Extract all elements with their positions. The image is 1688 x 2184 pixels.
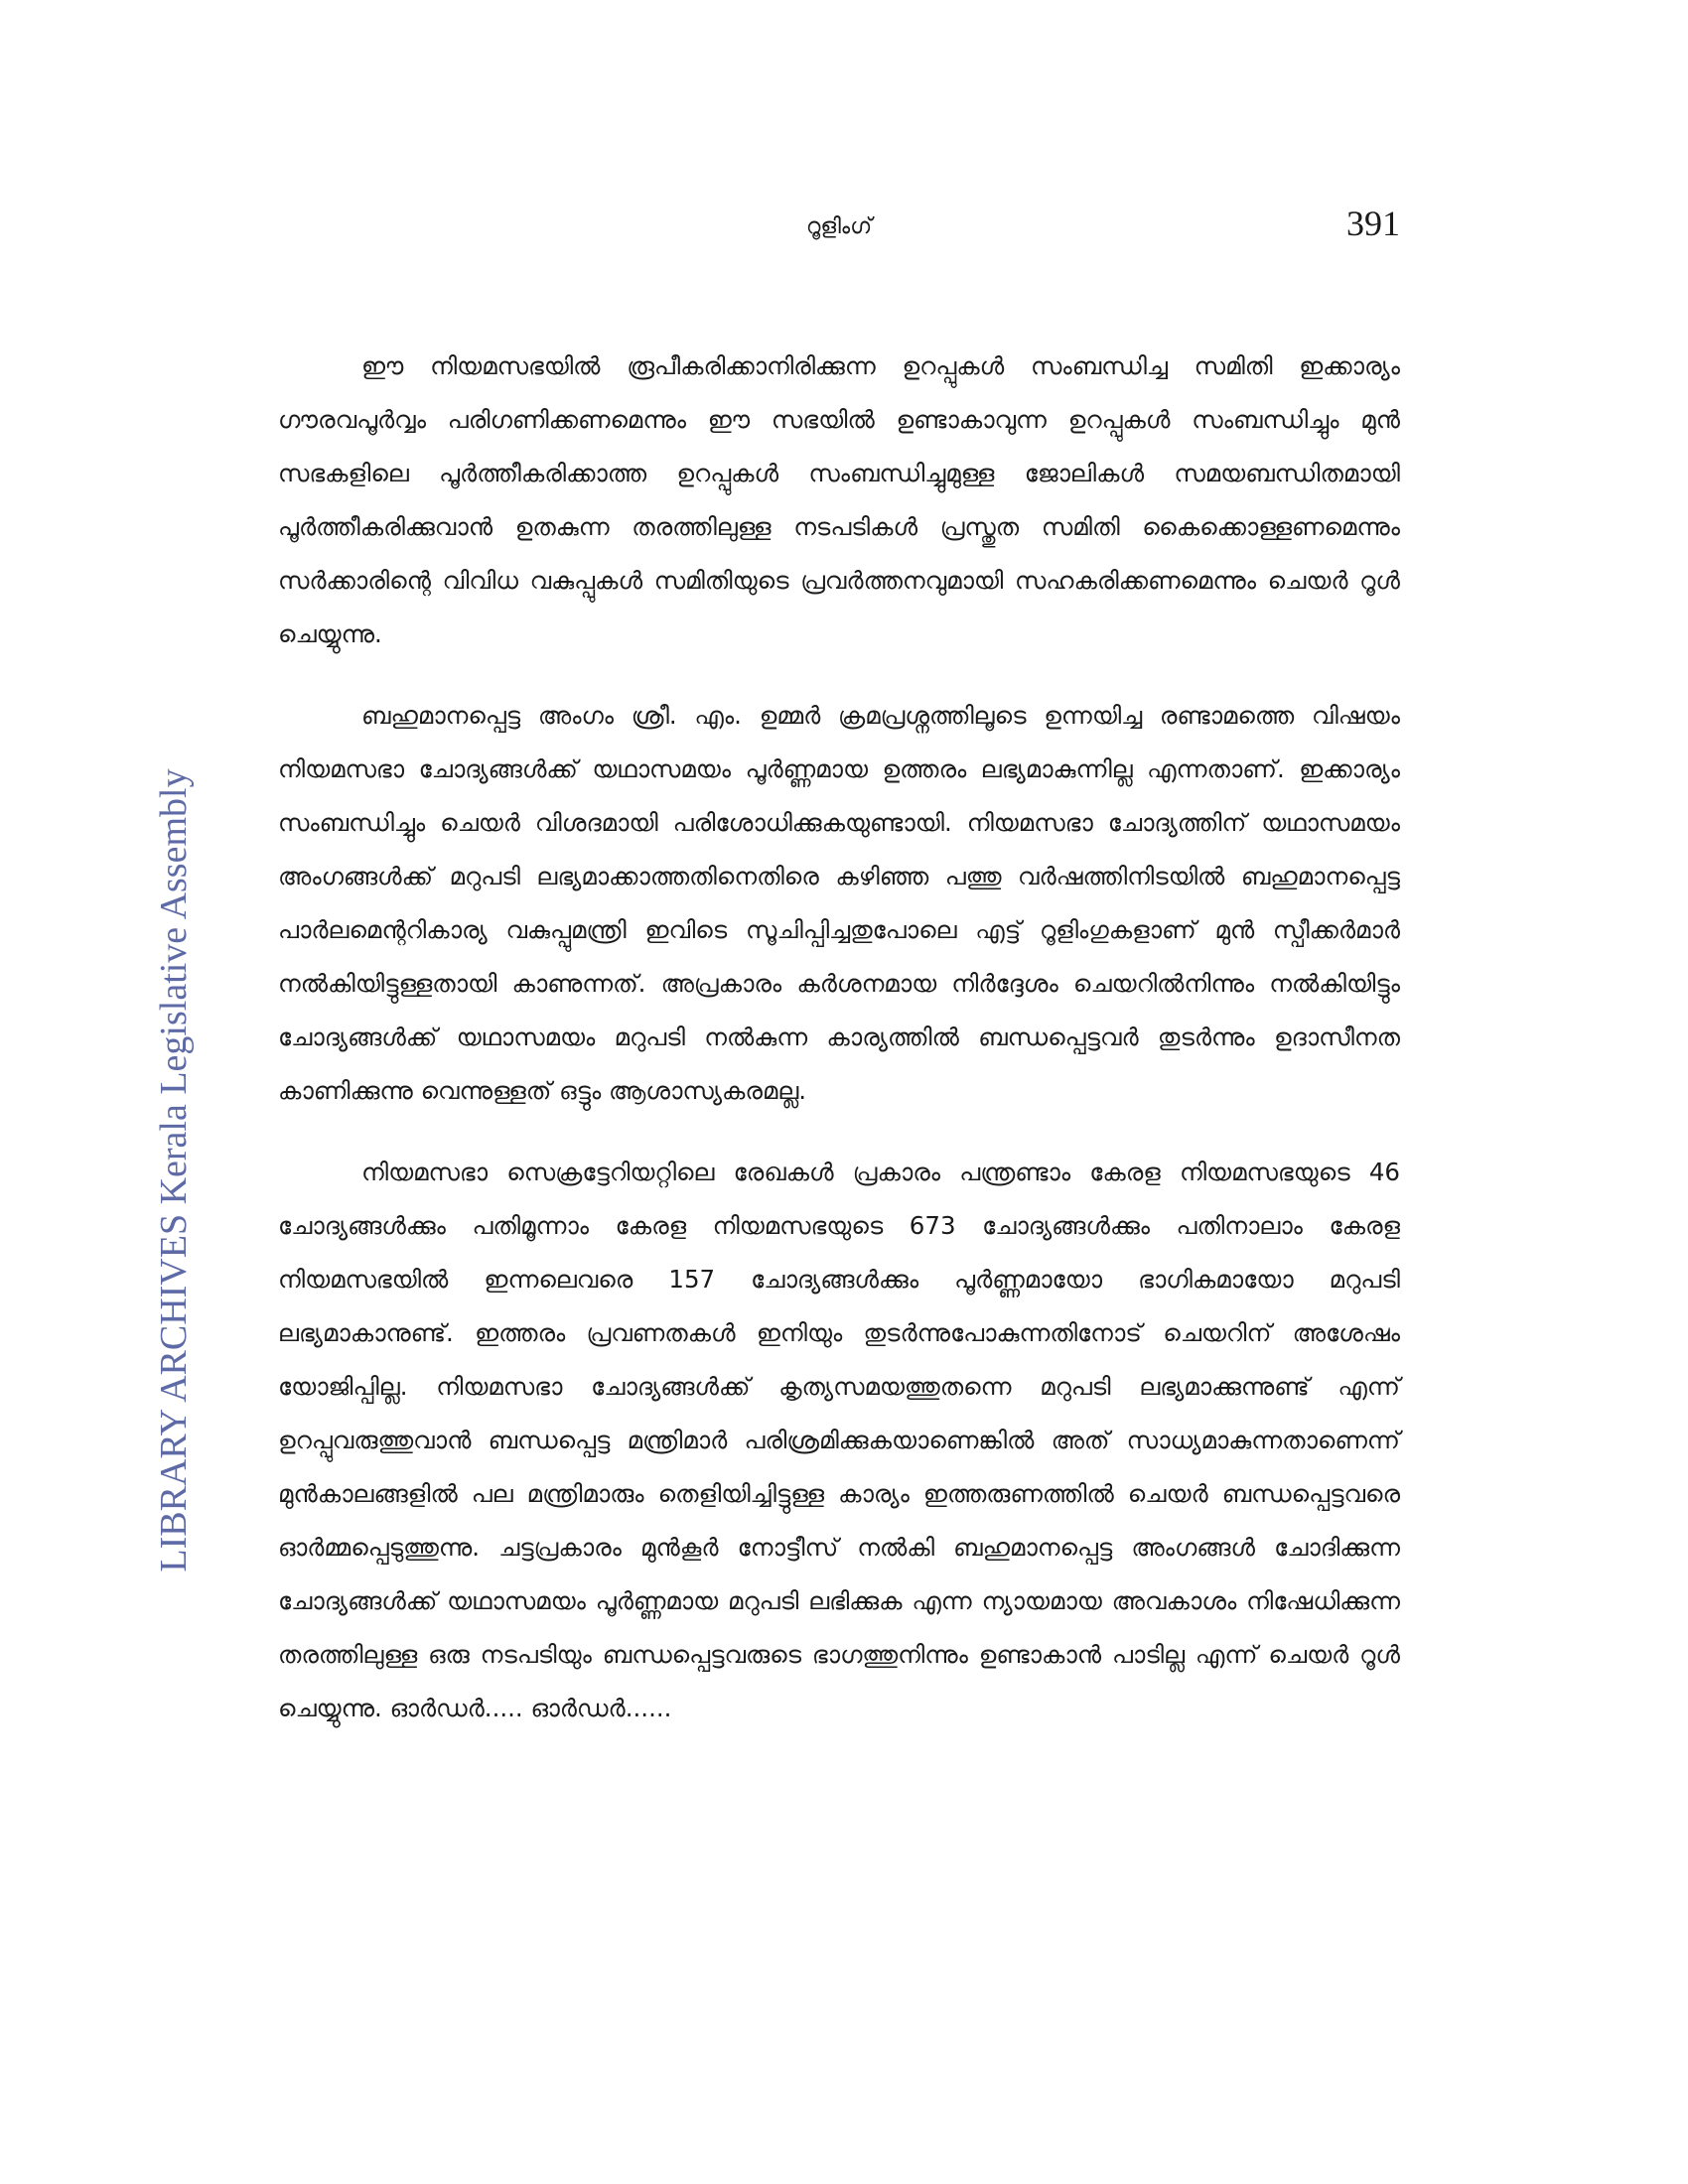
body-text — [278, 340, 1400, 1763]
paragraph-pending-answers-ruling: നിയമസഭാ സെക്രട്ടേറിയറ്റിലെ രേഖകൾ പ്രകാരം പന്ത്രണ്ടാം കേരള നിയമസഭയുടെ 46 ചോദ്യങ്ങൾക്കും പതിമൂന്നാം കേരള നിയമസഭയുടെ 673 ചോദ്യങ്ങൾക്കും പതിനാലാം കേരള നിയമസഭയിൽ ഇന്നലെവരെ 157 ചോദ്യങ്ങൾക്കും പൂർണ്ണമായോ ഭാഗികമായോ മറുപടി ലഭ്യമാകാനുണ്ട്. ഇത്തരം പ്രവണതകൾ ഇനിയും തുടർന്നുപോകുന്നതിനോട് ചെയറിന് അശേഷം യോജിപ്പില്ല. നിയമസഭാ ചോദ്യങ്ങൾക്ക് കൃത്യസമയത്തുതന്നെ മറുപടി ലഭ്യമാക്കുന്നുണ്ട് എന്ന് ഉറപ്പുവരുത്തുവാൻ ബന്ധപ്പെട്ട മന്ത്രിമാർ പരിശ്രമിക്കുകയാണെങ്കിൽ അത് സാധ്യമാകുന്നതാണെന്ന് മുൻകാലങ്ങളിൽ പല മന്ത്രിമാരും തെളിയിച്ചിട്ടുള്ള കാര്യം ഇത്തരുണത്തിൽ ചെയർ ബന്ധപ്പെട്ടവരെ ഓർമ്മപ്പെടുത്തുന്നു. ചട്ടപ്രകാരം മുൻകൂർ നോട്ടീസ് നൽകി ബഹുമാനപ്പെട്ട അംഗങ്ങൾ ചോദിക്കുന്ന ചോദ്യങ്ങൾക്ക് യഥാസമയം പൂർണ്ണമായ മറുപടി ലഭിക്കുക എന്ന ന്യായമായ അവകാശം നിഷേധിക്കുന്ന തരത്തിലുള്ള ഒരു നടപടിയും ബന്ധപ്പെട്ടവരുടെ ഭാഗത്തുനിന്നും ഉണ്ടാകാൻ പാടില്ല എന്ന് ചെയർ റൂൾ ചെയ്യുന്നു. ഓർഡർ..... ഓർഡർ...... — [278, 1158, 1400, 1722]
running-head — [278, 203, 1400, 262]
library-archives-watermark: LIBRARY ARCHIVES Kerala Legislative Assembly — [153, 768, 195, 1572]
header-title: റൂളിംഗ് — [805, 214, 873, 239]
paragraph-assurances-ruling: ഈ നിയമസഭയിൽ രൂപീകരിക്കാനിരിക്കുന്ന ഉറപ്പുകൾ സംബന്ധിച്ച സമിതി ഇക്കാര്യം ഗൗരവപൂർവ്വം പരിഗണിക്കണമെന്നും ഈ സഭയിൽ ഉണ്ടാകാവുന്ന ഉറപ്പുകൾ സംബന്ധിച്ചും മുൻ സഭകളിലെ പൂർത്തീകരിക്കാത്ത ഉറപ്പുകൾ സംബന്ധിച്ചുമുള്ള ജോലികൾ സമയബന്ധിതമായി പൂർത്തീകരിക്കുവാൻ ഉതകുന്ന തരത്തിലുള്ള നടപടികൾ പ്രസ്തുത സമിതി കൈക്കൊള്ളണമെന്നും സർക്കാരിന്റെ വിവിധ വകുപ്പുകൾ സമിതിയുടെ പ്രവർത്തനവുമായി സഹകരിക്കണമെന്നും ചെയർ റൂൾ ചെയ്യുന്നു. — [278, 351, 1400, 648]
page-number: 391 — [1346, 204, 1400, 243]
paragraph-questions-issue: ബഹുമാനപ്പെട്ട അംഗം ശ്രീ. എം. ഉമ്മർ ക്രമപ്രശ്നത്തിലൂടെ ഉന്നയിച്ച രണ്ടാമത്തെ വിഷയം നിയമസഭാ ചോദ്യങ്ങൾക്ക് യഥാസമയം പൂർണ്ണമായ ഉത്തരം ലഭ്യമാകുന്നില്ല എന്നതാണ്. ഇക്കാര്യം സംബന്ധിച്ചും ചെയർ വിശദമായി പരിശോധിക്കുകയുണ്ടായി. നിയമസഭാ ചോദ്യത്തിന് യഥാസമയം അംഗങ്ങൾക്ക് മറുപടി ലഭ്യമാക്കാത്തതിനെതിരെ കഴിഞ്ഞ പത്തു വർഷത്തിനിടയിൽ ബഹുമാനപ്പെട്ട പാർലമെന്ററികാര്യ വകുപ്പുമന്ത്രി ഇവിടെ സൂചിപ്പിച്ചതുപോലെ എട്ട് റൂളിംഗുകളാണ് മുൻ സ്പീക്കർമാർ നൽകിയിട്ടുള്ളതായി കാണുന്നത്. അപ്രകാരം കർശനമായ നിർദ്ദേശം ചെയറിൽനിന്നും നൽകിയിട്ടും ചോദ്യങ്ങൾക്ക് യഥാസമയം മറുപടി നൽകുന്ന കാര്യത്തിൽ ബന്ധപ്പെട്ടവർ തുടർന്നും ഉദാസീനത കാണിക്കുന്നു വെന്നുള്ളത് ഒട്ടും ആശാസ്യകരമല്ല. — [278, 701, 1400, 1105]
